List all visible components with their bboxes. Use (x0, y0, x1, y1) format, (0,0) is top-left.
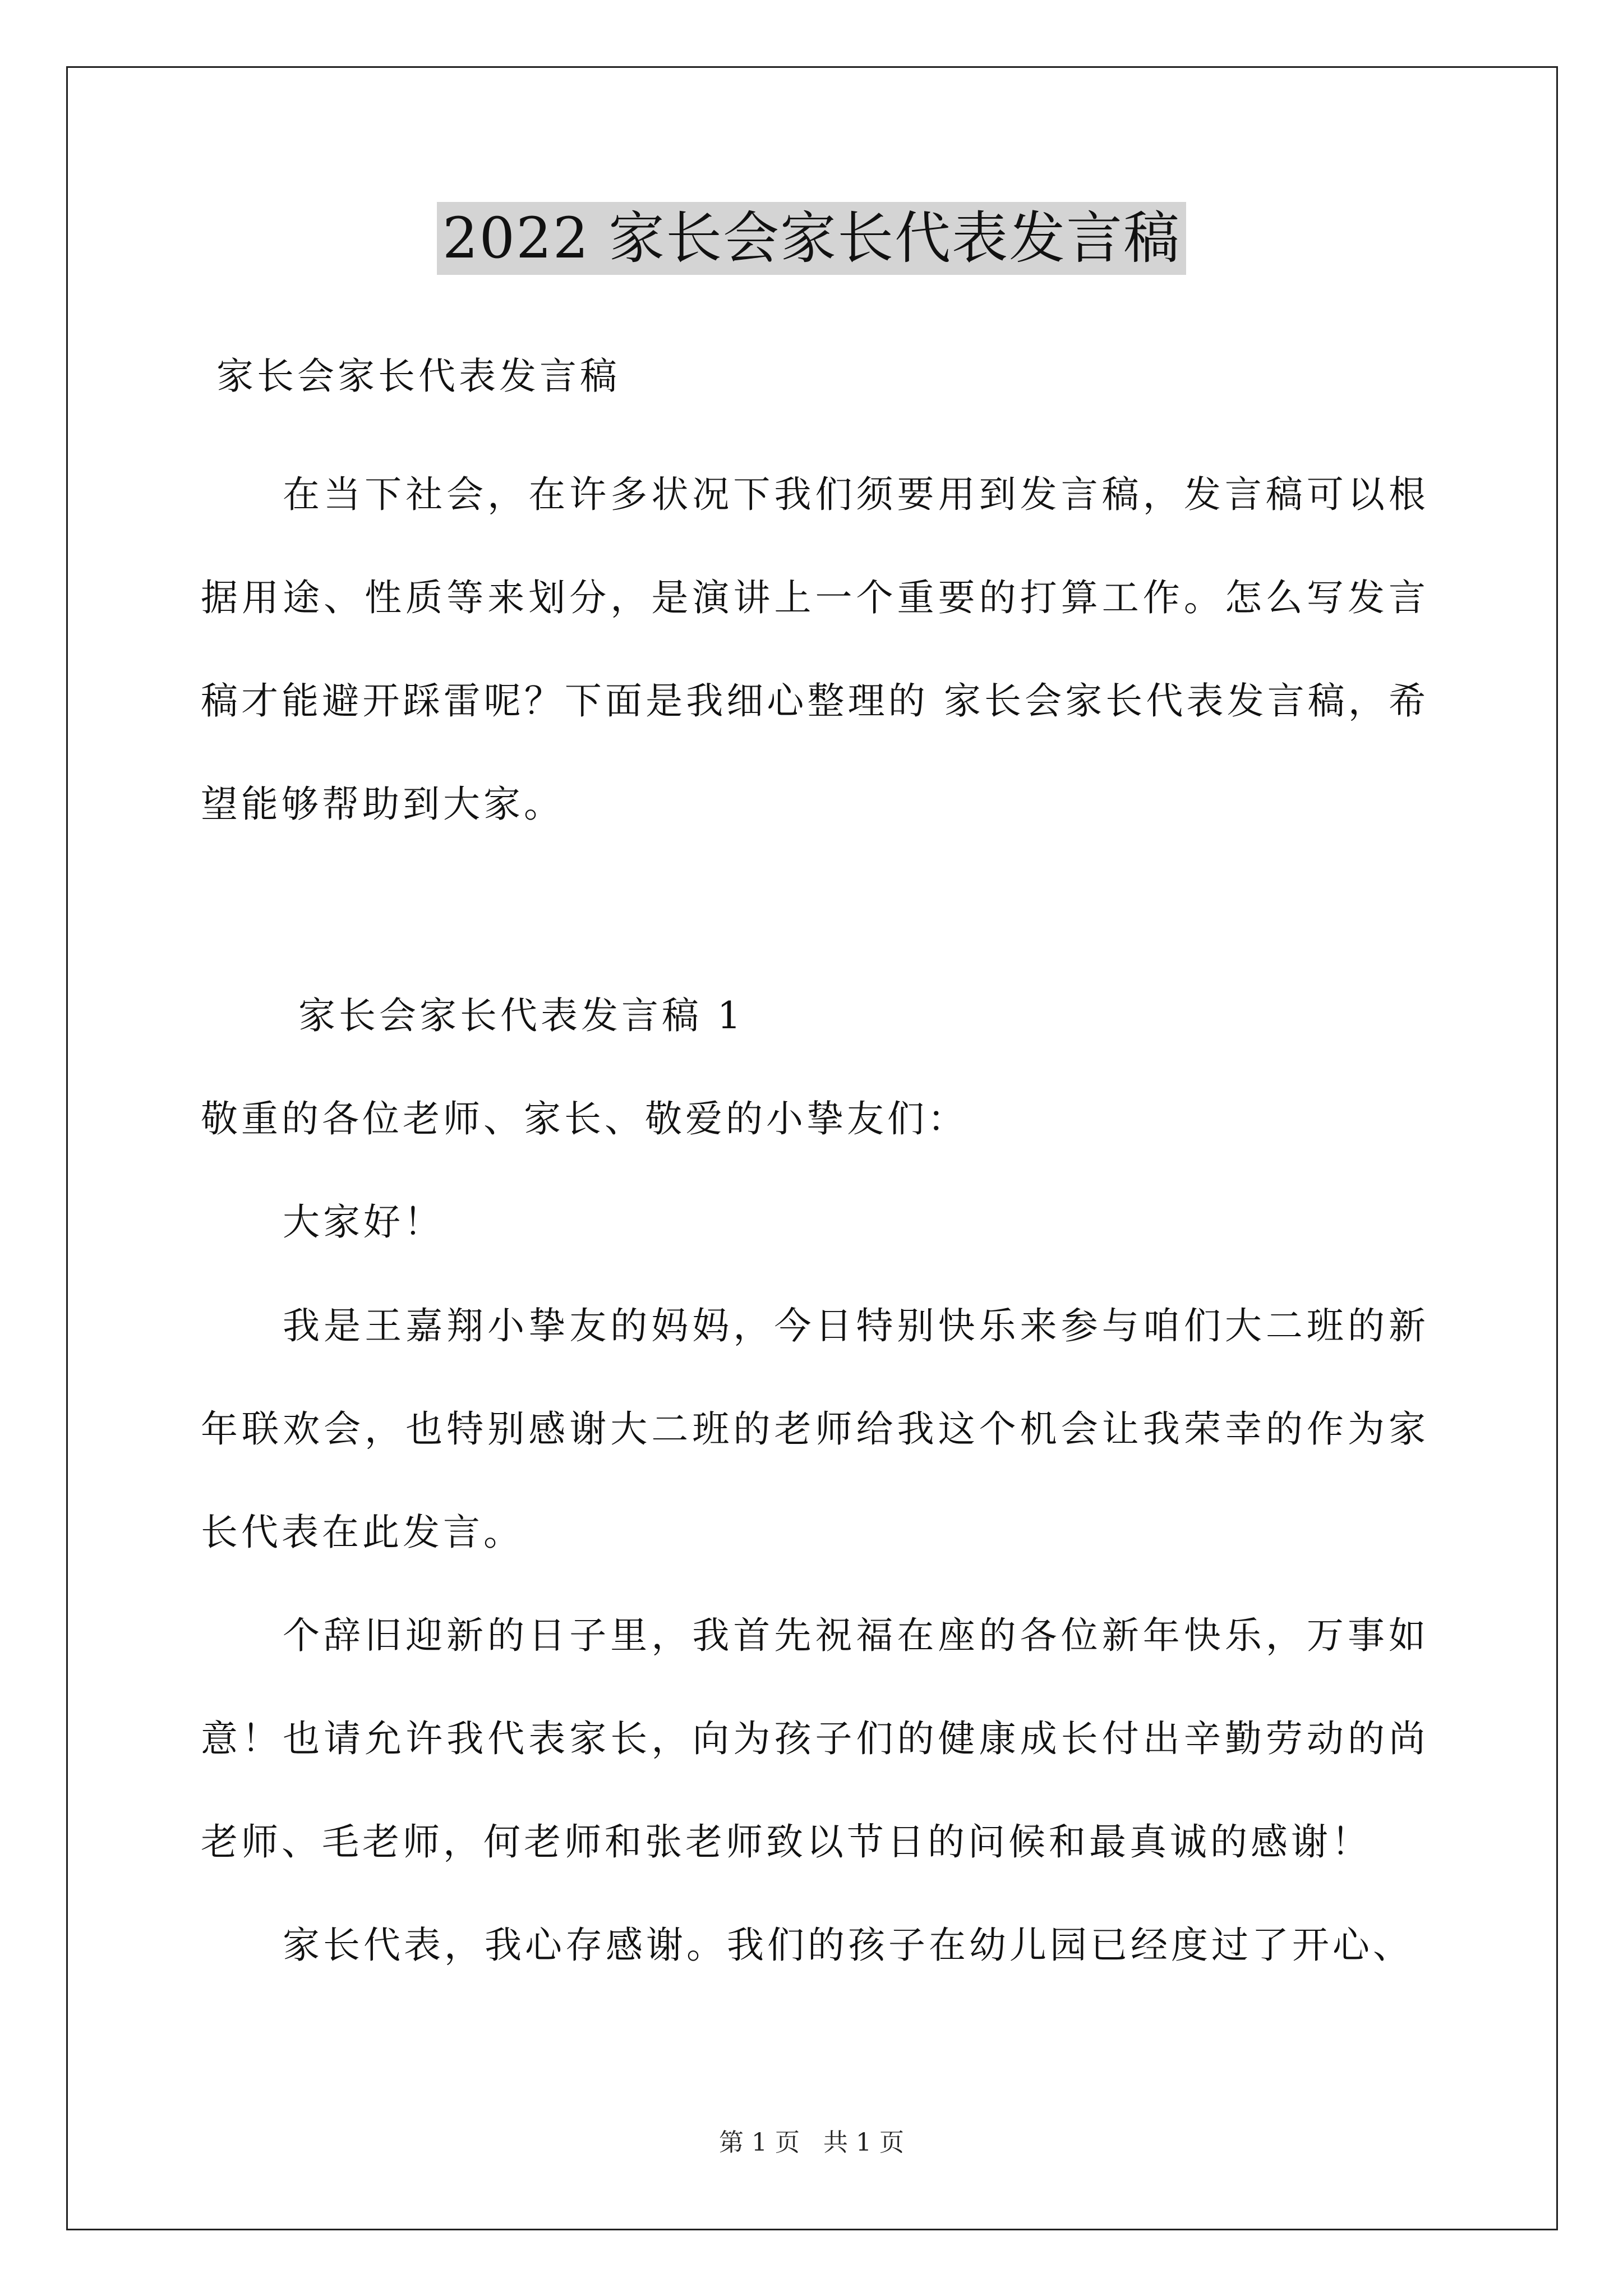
document-subtitle: 家长会家长代表发言稿 (216, 355, 620, 398)
document-title: 2022 家长会家长代表发言稿 (437, 202, 1186, 275)
greeting: 大家好！ (283, 1200, 444, 1244)
salutation: 敬重的各位老师、家长、敬爱的小挚友们： (201, 1097, 968, 1140)
page-footer (0, 2126, 1623, 2160)
page-number-current: 第 1 页 (719, 2128, 800, 2157)
title-container (0, 202, 1623, 275)
page-number-total: 共 1 页 (823, 2128, 904, 2157)
intro-paragraph: 在当下社会，在许多状况下我们须要用到发言稿，发言稿可以根据用途、性质等来划分，是演讲上一个重要的打算工作。怎么写发言稿才能避开踩雷呢？下面是我细心整理的 家长会家长代表发言稿，希望能够帮助到大家。 (201, 473, 1429, 826)
section-heading: 家长会家长代表发言稿 1 (298, 994, 744, 1037)
body-paragraph-2: 个辞旧迎新的日子里，我首先祝福在座的各位新年快乐，万事如意！也请允许我代表家长，向为孩子们的健康成长付出辛勤劳动的尚老师、毛老师，何老师和张老师致以节日的问候和最真诚的感谢！ (201, 1614, 1429, 1864)
body-paragraph-1: 我是王嘉翔小挚友的妈妈，今日特别快乐来参与咱们大二班的新年联欢会，也特别感谢大二班的老师给我这个机会让我荣幸的作为家长代表在此发言。 (201, 1304, 1429, 1554)
body-paragraph-3: 家长代表，我心存感谢。我们的孩子在幼儿园已经度过了开心、 (283, 1924, 1413, 1967)
